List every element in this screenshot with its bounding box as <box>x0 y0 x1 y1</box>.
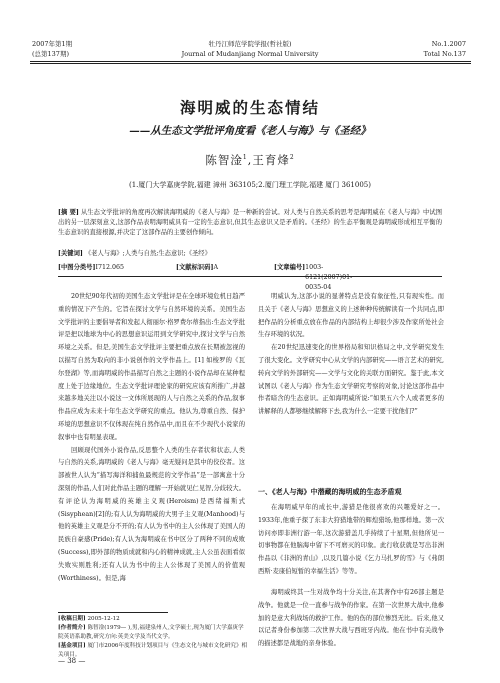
abstract-rule <box>58 276 442 277</box>
header-rule-2 <box>30 63 471 64</box>
body-paragraph: 20世纪90年代初的美国生态文学批评是在全球环境危机日趋严重的情况下产生的。它旨在探讨文学与自然环境的关系。美国生态文学批评的主要倡导者和发起人彻丽尔·格罗费尔蒂指出:生态文学批评是把以地球为中心的思想意识运用到文学研究中,探讨文学与自然环境之关系。但是,美国生态文学批评主要把重点放在长期被忽视的以描写自然为取向的非小说创作的文学作品上。[1] 如梭罗的《瓦尔登湖》等,而海明威的作品描写自然之主题的小说作品却在某种程度上处于边缘地位。生态文学批评理论家的研究应该有所推广,并越来越多地关注以小说这一文体所展现的人与自然之关系的作品,叙事作品应成为未来十年生态文学研究的重点。他认为,尊重自然、保护环境的思想意识不仅体现在纯自然作品中,而且在不少现代小说家的叙事中也有明显表现。 <box>58 293 245 441</box>
body-paragraph: 明威认为,这部小说的显著特点是没有象征性,只有现实性。而且关于《老人与海》思想意义的上述种种传统解读有一个共同点,即把作品的分析重点放在作品的内部结构上却很少涉及作家所处社会生存环境的状况。 <box>258 293 444 339</box>
doc-label: [文献标识码] <box>176 264 214 271</box>
author-bio-line <box>58 624 248 642</box>
journal-title-en: Journal of Mudanjiang Normal University <box>181 50 319 58</box>
body-paragraph: 在20世纪迅速变化的世界格局和知识格局之中,文学研究发生了很大变化。文学研究中心从文学的内部研究——语言艺术的研究,转向文学的外部研究——文学与文化的关联方面研究。鉴于此,本文试图以《老人与海》作为生态文学研究考察的对象,讨论这部作品中作者暗含的生态意识。正如海明威所说:“如果五六个人或者更多的讲解释的人都够继续解释下去,我为什么一定要干扰他们?” <box>258 344 444 416</box>
author-separator: , <box>247 153 253 167</box>
author-bio-value: 陈智淦(1979— ),男,福建泉州人,文学硕士,现为厦门大学嘉庚学院英语系助教,研究方向:英美文学及当代文学。 <box>58 625 244 640</box>
received-value: 2005-12-12 <box>87 616 120 622</box>
abstract-text: 从生态文学批评的角度再次解读海明威的《老人与海》是一种新的尝试。对人类与自然关系的思考是海明威在《老人与海》中试图出的另一层深刻意义,这部作品表明海明威具有一定的生态意识,但其生态意识又是矛盾的。《圣经》的生态平衡观是海明威形成相互平衡的生态意识的直接根源,并决定了这部作品的主要创作倾向。 <box>58 209 442 236</box>
author-bio-label: [作者简介] <box>58 625 86 631</box>
received-line <box>58 615 248 624</box>
body-left-column <box>58 291 245 585</box>
doc-value: A <box>213 264 219 271</box>
footnote-rule <box>58 612 168 613</box>
body-right-column <box>258 291 444 419</box>
clc-value: I712.065 <box>95 264 124 271</box>
clc-field <box>58 263 124 273</box>
clc-label: [中图分类号] <box>58 264 96 271</box>
abstract <box>58 208 442 238</box>
fund-label: [基金项目] <box>58 643 86 649</box>
issue-no: No.1.2007 <box>431 40 466 48</box>
issue-line-2: (总第137期) <box>32 50 69 58</box>
body-right-section <box>258 502 444 579</box>
issue-number <box>424 39 466 59</box>
header-rule <box>30 61 471 62</box>
author-1-mark: 1 <box>242 154 248 162</box>
abstract-label: [摘 要] <box>58 209 79 216</box>
art-value: 1003-6121(2007)01-0035-04 <box>305 264 353 291</box>
received-label: [收稿日期] <box>58 616 86 622</box>
article-title: 海明威的生态情结 <box>179 98 320 117</box>
journal-title-cn: 牡丹江师范学院学报(哲社版) <box>208 40 292 48</box>
art-label: [文章编号] <box>274 264 306 271</box>
affiliation: (1.厦门大学嘉庚学院,福建 漳州 363105;2.厦门理工学院,福建 厦门 361005) <box>129 181 371 189</box>
body-paragraph: 海明威终其一生对战争均十分关注,在其著作中有26部主题是战争。他就是一位一直参与战争的作家。在第一次世界大战中,他参加的是意大利战场的救护工作。他的伤的部位惨烈无比。后来,他又以记者身份参加第二次世界大战与西班牙内战。他在书中有关战争的描述都是战地的亲身体验。 <box>258 589 444 648</box>
fund-line <box>58 642 248 660</box>
art-field <box>274 263 353 291</box>
footnote <box>58 615 248 660</box>
body-paragraph: 回顾现代国外小说作品,反思整个人类的生存者状和状态,人类与自然的关系,海明威的《老人与海》毫无疑问是其中的佼佼者。这部被世人认为“描写海洋和捕鱼最规范的文学作品”是一部寓意十分深刻的作品,人们对此作品主题的理解一开始就见仁见智,分歧较大。有评论认为海明威的英雄主义观(Heroism)是西绪福斯式(Sisyphean)[2]的;有人认为海明威的大男子主义观(Manhood)与他的英雄主义观是分不开的;有人认为书中的主人公体现了美国人的民族自豪感(Pride);有人认为海明威在书中区分了两种不同的成败(Success),即外部的物质成就和内心的精神成就,主人公虽表面看似失败实则胜利;还有人认为书中的主人公体现了美国人的价值观(Worthiness)。但是,海 <box>58 446 245 582</box>
fund-value: 厦门市2006年度科技计划项目与《生态文化与城市文化研究》相关项目。 <box>58 643 248 658</box>
issue-total: Total No.137 <box>423 50 466 58</box>
author-2-mark: 2 <box>289 154 295 162</box>
body-paragraph: 在海明威早年的成长中,游猎是他很喜欢的兴趣爱好之一。1933年,他重子探了东非大狩猎地带的辉煌猎场,他那样地。第一次访问亦即非洲行游一年,这次游猎盖几乎持续了十星期,但他所见一切事物都在他脑海中留下不可磨灭的印象。此行收获就是写出非洲作品以《非洲的青山》,以及几篇小说《乞力马扎罗的雪》与《弗朗西斯·麦康伯短暂的幸福生活》等等。 <box>258 504 444 575</box>
body-right-section-2 <box>258 587 444 651</box>
keywords-text: 《老人与海》;人类与自然;生态意识;《圣经》 <box>84 250 211 257</box>
issue-line-1: 2007年第1期 <box>32 40 73 48</box>
article-subtitle: ——从生态文学批评角度看《老人与海》与《圣经》 <box>129 125 371 137</box>
section-heading: 一、《老人与海》中潜藏的海明威的生态矛盾观 <box>258 487 402 496</box>
page-number: — 38 — <box>58 657 86 665</box>
keywords-label: [关键词] <box>58 250 83 257</box>
author-2: 王育烽 <box>252 153 290 167</box>
author-1: 陈智淦 <box>205 153 243 167</box>
doc-field <box>176 263 219 273</box>
author-line <box>0 152 500 168</box>
keywords <box>58 249 442 259</box>
